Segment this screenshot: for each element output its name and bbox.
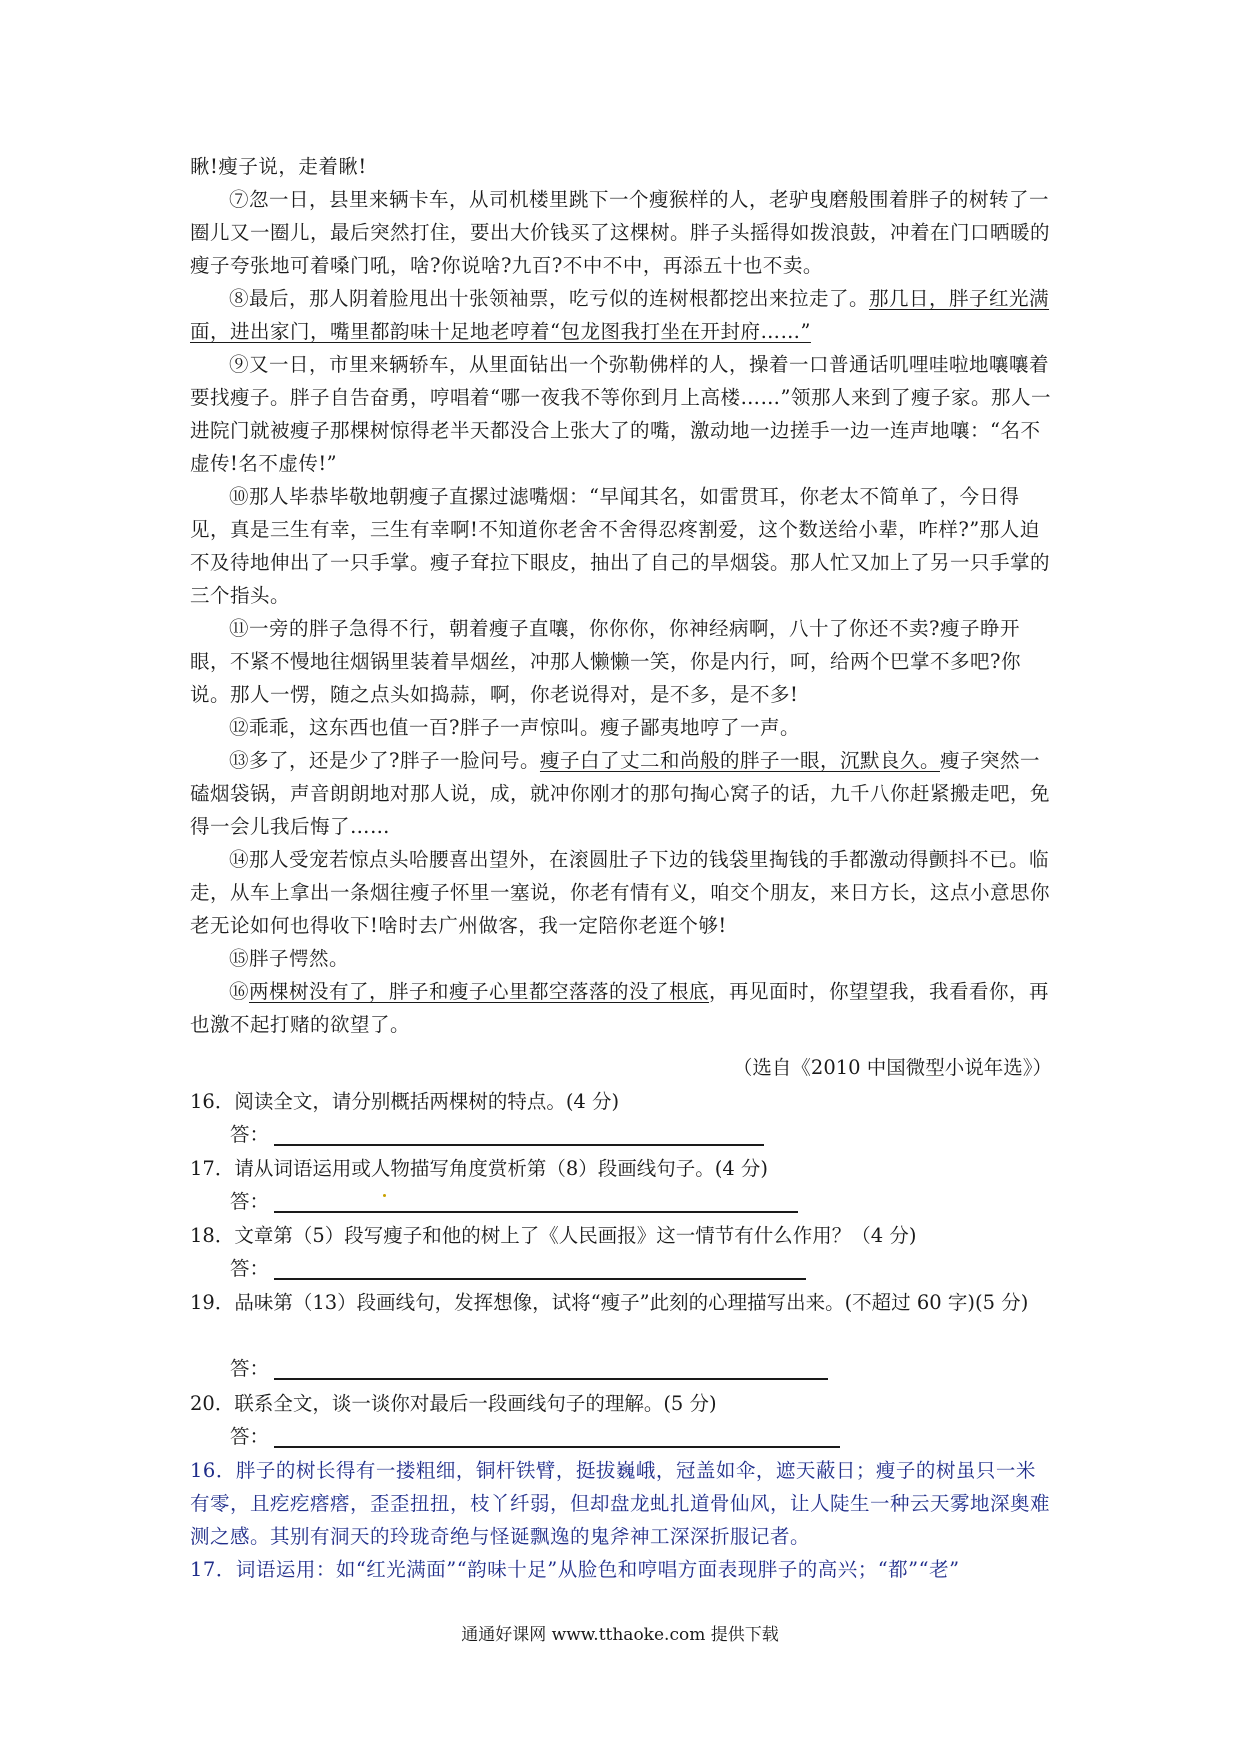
paragraph-text: 瘦子突然一磕烟袋锅，声音朗朗地对那人说，成，就冲你刚才的那句掏心窝子的话，九千八你赶紧搬走吧，免得一会儿我后悔了…… xyxy=(190,749,1051,838)
paragraph-text: ⑮胖子愕然。 xyxy=(229,947,350,970)
paragraph-text: ⑪一旁的胖子急得不行，朝着瘦子直嚷，你你你，你神经病啊，八十了你还不卖?瘦子睁开眼，不紧不慢地往烟锅里装着旱烟丝，冲那人懒懒一笑，你是内行，呵，给两个巴掌不多吧?你说。那人一愣，随之点头如捣蒜，啊，你老说得对，是不多，是不多! xyxy=(190,617,1021,706)
question-18: 18．文章第（5）段写瘦子和他的树上了《人民画报》这一情节有什么作用？（4 分) xyxy=(190,1224,917,1247)
story-paragraph-14 xyxy=(190,843,1052,942)
paragraph-text: ⑩那人毕恭毕敬地朝瘦子直摞过滤嘴烟：“早闻其名，如雷贯耳，你老太不简单了，今日得见，真是三生有幸，三生有幸啊!不知道你老舍不舍得忍疼割爱，这个数送给小辈，咋样?”那人迫不及待地伸出了一只手掌。瘦子耷拉下眼皮，抽出了自己的旱烟袋。那人忙又加上了另一只手掌的三个指头。 xyxy=(190,485,1051,607)
paragraph-text: ，再见面时，你望望我，我看看你，再也激不起打赌的欲望了。 xyxy=(190,980,1050,1036)
answer-line xyxy=(274,1446,840,1448)
answer-label: 答： xyxy=(230,1190,270,1213)
underlined-sentence: 两棵树没有了，胖子和瘦子心里都空落落的没了根底 xyxy=(249,980,710,1003)
story-paragraph-11 xyxy=(190,612,1052,711)
story-paragraph-16 xyxy=(190,975,1052,1041)
answer-label: 答： xyxy=(230,1357,270,1380)
paragraph-text: 瞅!瘦子说，走着瞅! xyxy=(190,155,367,178)
paragraph-text: ⑦忽一日，县里来辆卡车，从司机楼里跳下一个瘦猴样的人，老驴曳磨般围着胖子的树转了一圈儿又一圈儿，最后突然打住，要出大价钱买了这棵树。胖子头摇得如拨浪鼓，冲着在门口晒暖的瘦子夸张地可着嗓门吼，啥?你说啥?九百?不中不中，再添五十也不卖。 xyxy=(190,188,1051,277)
question-20: 20．联系全文，谈一谈你对最后一段画线句子的理解。(5 分) xyxy=(190,1392,717,1415)
story-paragraph-8 xyxy=(190,282,1052,348)
answer-line xyxy=(274,1211,798,1213)
question-16: 16．阅读全文，请分别概括两棵树的特点。(4 分) xyxy=(190,1090,620,1113)
story-paragraph-9 xyxy=(190,348,1052,480)
answer-line xyxy=(274,1378,828,1380)
paragraph-number: ⑯ xyxy=(229,980,250,1003)
paragraph-text: ⑨又一日，市里来辆轿车，从里面钻出一个弥勒佛样的人，操着一口普通话叽哩哇啦地嚷嚷着要找瘦子。胖子自告奋勇，哼唱着“哪一夜我不等你到月上高楼……”领那人来到了瘦子家。那人一进院门就被瘦子那棵树惊得老半天都没合上张大了的嘴，激动地一边搓手一边一连声地嚷：“名不虚传!名不虚传!” xyxy=(190,353,1051,475)
reference-answer-16: 16．胖子的树长得有一搂粗细，铜杆铁臂，挺拔巍峨，冠盖如伞，遮天蔽日；瘦子的树虽只一米有零，且疙疙瘩瘩，歪歪扭扭，枝丫纤弱，但却盘龙虬扎道骨仙风，让人陡生一种云天雾地深奥难测之感。其别有洞天的玲珑奇绝与怪诞飘逸的鬼斧神工深深折服记者。 xyxy=(190,1459,1051,1548)
footer-text: 通通好课网 www.tthaoke.com 提供下载 xyxy=(461,1625,779,1645)
reference-answer-17: 17．词语运用：如“红光满面”“韵味十足”从脸色和哼唱方面表现胖子的高兴；“都”“老” xyxy=(190,1558,960,1581)
story-paragraph-12 xyxy=(190,711,1052,744)
story-paragraph-7 xyxy=(190,183,1052,282)
answer-line xyxy=(274,1144,764,1146)
paragraph-text: ⑭那人受宠若惊点头哈腰喜出望外，在滚圆肚子下边的钱袋里掏钱的手都激动得颤抖不已。临走，从车上拿出一条烟往瘦子怀里一塞说，你老有情有义，咱交个朋友，来日方长，这点小意思你老无论如何也得收下!啥时去广州做客，我一定陪你老逛个够! xyxy=(190,848,1051,937)
story-paragraph-15 xyxy=(190,942,1052,975)
paragraph-text: ⑫乖乖，这东西也值一百?胖子一声惊叫。瘦子鄙夷地哼了一声。 xyxy=(229,716,800,739)
answer-label: 答： xyxy=(230,1425,270,1448)
question-19: 19．品味第（13）段画线句，发挥想像，试将“瘦子”此刻的心理描写出来。(不超过 60 字)(5 分) xyxy=(190,1291,1029,1314)
story-paragraph-0 xyxy=(190,150,1052,183)
question-17: 17．请从词语运用或人物描写角度赏析第（8）段画线句子。(4 分) xyxy=(190,1157,769,1180)
answer-label: 答： xyxy=(230,1123,270,1146)
paragraph-text: ⑬多了，还是少了?胖子一脸问号。 xyxy=(229,749,540,772)
ink-dot xyxy=(383,1194,386,1197)
underlined-sentence: 瘦子白了丈二和尚般的胖子一眼，沉默良久。 xyxy=(539,749,940,772)
answer-label: 答： xyxy=(230,1257,270,1280)
story-paragraph-13 xyxy=(190,744,1052,843)
story-source: （选自《2010 中国微型小说年选》） xyxy=(732,1056,1052,1079)
answer-line xyxy=(274,1278,806,1280)
underlined-sentence: 那几日，胖子红光满面，进出家门，嘴里都韵味十足地老哼着“包龙图我打坐在开封府……” xyxy=(190,287,1050,343)
paragraph-text: ⑧最后，那人阴着脸甩出十张领袖票，吃亏似的连树根都挖出来拉走了。 xyxy=(229,287,870,310)
story-paragraph-10 xyxy=(190,480,1052,612)
